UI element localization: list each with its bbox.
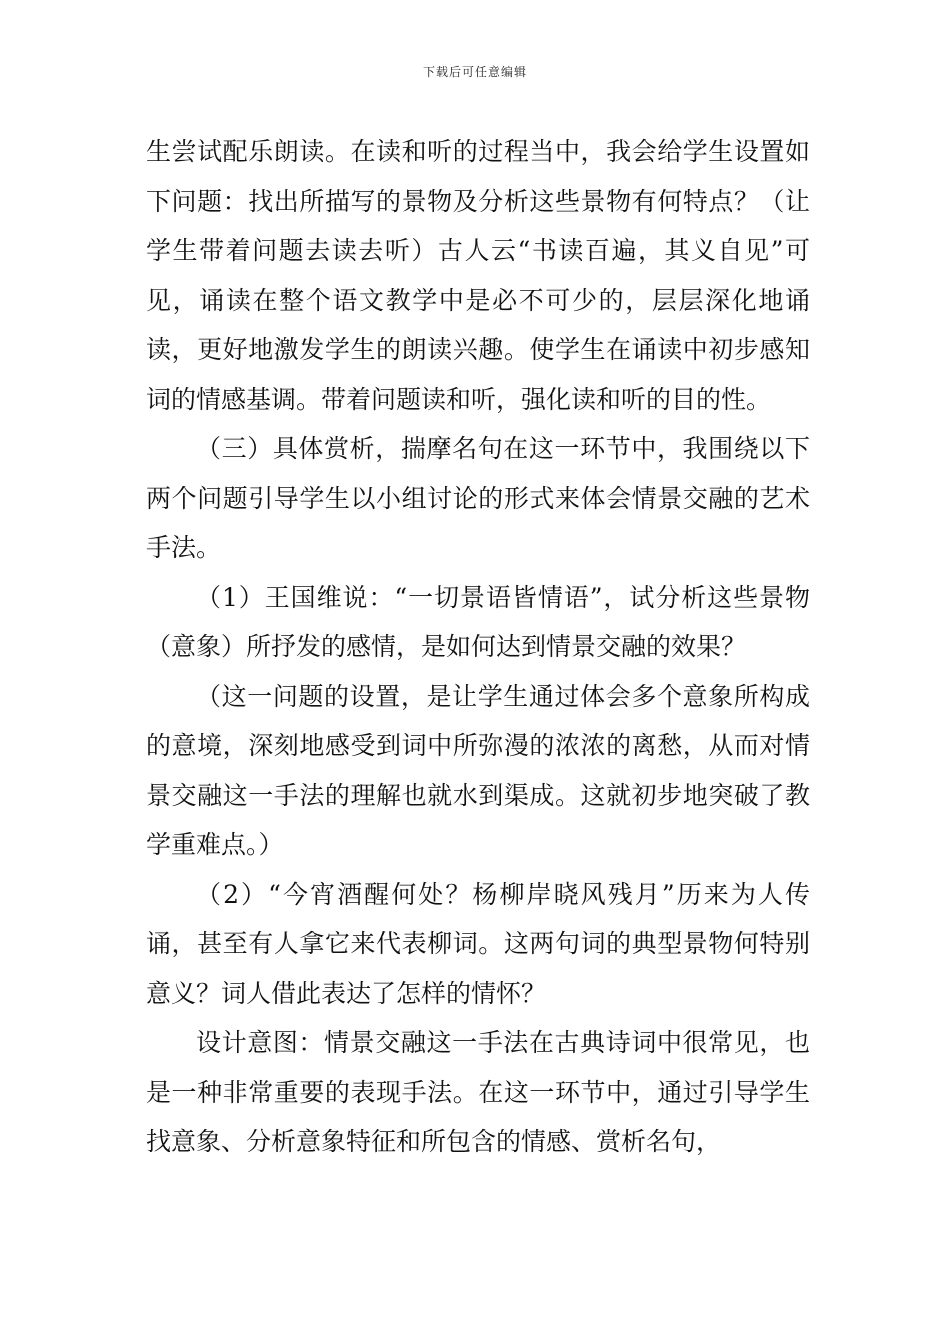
paragraph-question-one: （1）王国维说：“一切景语皆情语”，试分析这些景物（意象）所抒发的感情，是如何达到情景交融的效果？ [146, 582, 810, 661]
document-body [146, 127, 810, 1167]
paragraph-question-one-note: （这一问题的设置，是让学生通过体会多个意象所构成的意境，深刻地感受到词中所弥漫的浓浓的离愁，从而对情景交融这一手法的理解也就水到渠成。这就初步地突破了教学重难点。） [146, 681, 810, 859]
paragraph-design-intent: 设计意图：情景交融这一手法在古典诗词中很常见，也是一种非常重要的表现手法。在这一环节中，通过引导学生找意象、分析意象特征和所包含的情感、赏析名句， [146, 1028, 810, 1156]
page-header-note: 下载后可任意编辑 [422, 65, 527, 79]
paragraph-section-three: （三）具体赏析，揣摩名句在这一环节中，我围绕以下两个问题引导学生以小组讨论的形式来体会情景交融的艺术手法。 [146, 434, 810, 562]
paragraph-continued: 生尝试配乐朗读。在读和听的过程当中，我会给学生设置如下问题：找出所描写的景物及分析这些景物有何特点？（让学生带着问题去读去听）古人云“书读百遍，其义自见”可见，诵读在整个语文教学中是必不可少的，层层深化地诵读，更好地激发学生的朗读兴趣。使学生在诵读中初步感知词的情感基调。带着问题读和听，强化读和听的目的性。 [146, 137, 810, 414]
paragraph-question-two: （2）“今宵酒醒何处？杨柳岸晓风残月”历来为人传诵，甚至有人拿它来代表柳词。这两句词的典型景物何特别意义？词人借此表达了怎样的情怀？ [146, 879, 810, 1008]
